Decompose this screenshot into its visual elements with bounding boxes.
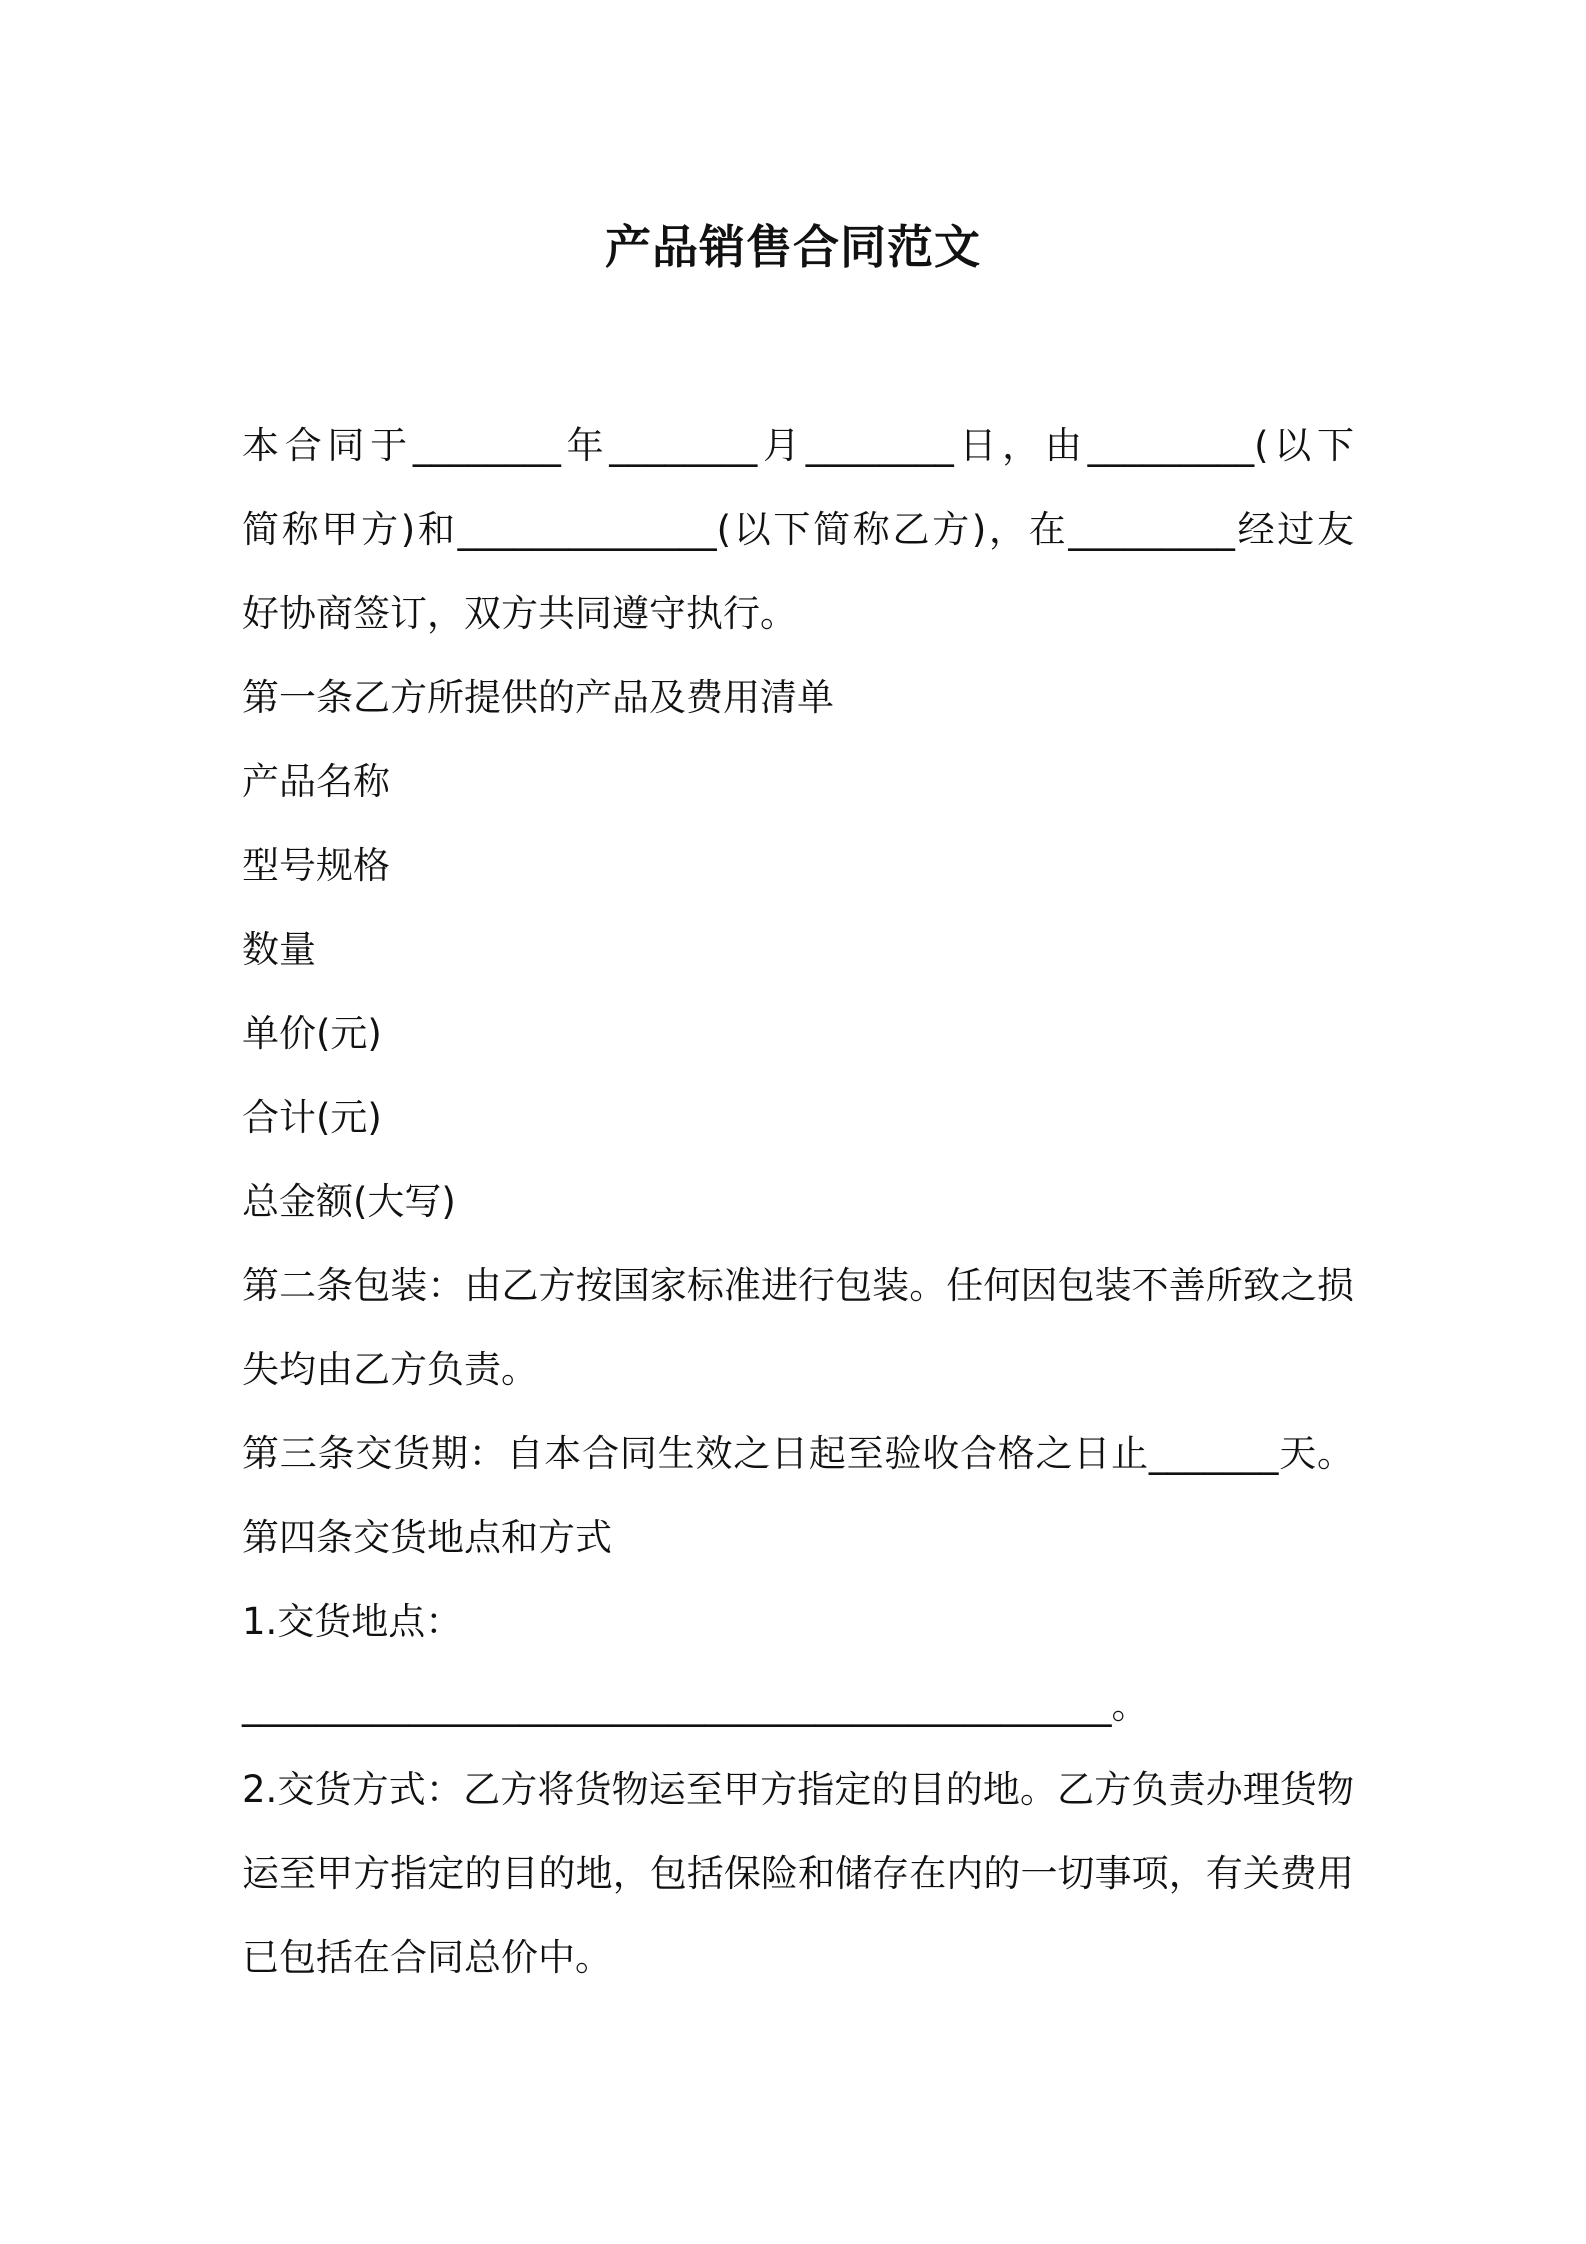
list-item: 合计(元) [242,1096,382,1139]
document-body [242,404,1354,2000]
clause-line: 2.交货方式：乙方将货物运至甲方指定的目的地。乙方负责办理货物 [242,1768,1354,1811]
list-item: 单价(元) [242,1012,382,1055]
clause-heading: 第一条乙方所提供的产品及费用清单 [242,676,834,719]
delivery-location-label: 1.交货地点： [242,1600,463,1643]
list-item: 数量 [242,928,316,971]
clause-line: 已包括在合同总价中。 [242,1936,612,1979]
delivery-location-blank: _______________________________________________。 [242,1684,1149,1727]
paragraph-line: 本合同于________年________月________日，由_________(以下 [242,424,1354,467]
list-item: 型号规格 [242,844,390,887]
document-title: 产品销售合同范文 [605,220,981,274]
clause-line: 第三条交货期：自本合同生效之日起至验收合格之日止_______天。 [242,1432,1354,1475]
clause-heading: 第四条交货地点和方式 [242,1516,612,1559]
list-item: 总金额(大写) [242,1180,456,1223]
clause-line: 失均由乙方负责。 [242,1348,538,1391]
paragraph-line: 简称甲方)和______________(以下简称乙方)，在_________经过友 [242,508,1354,551]
clause-line: 第二条包装：由乙方按国家标准进行包装。任何因包装不善所致之损 [242,1264,1354,1307]
list-item: 产品名称 [242,760,390,803]
clause-line: 运至甲方指定的目的地，包括保险和储存在内的一切事项，有关费用 [242,1852,1354,1895]
paragraph-line: 好协商签订，双方共同遵守执行。 [242,592,797,635]
